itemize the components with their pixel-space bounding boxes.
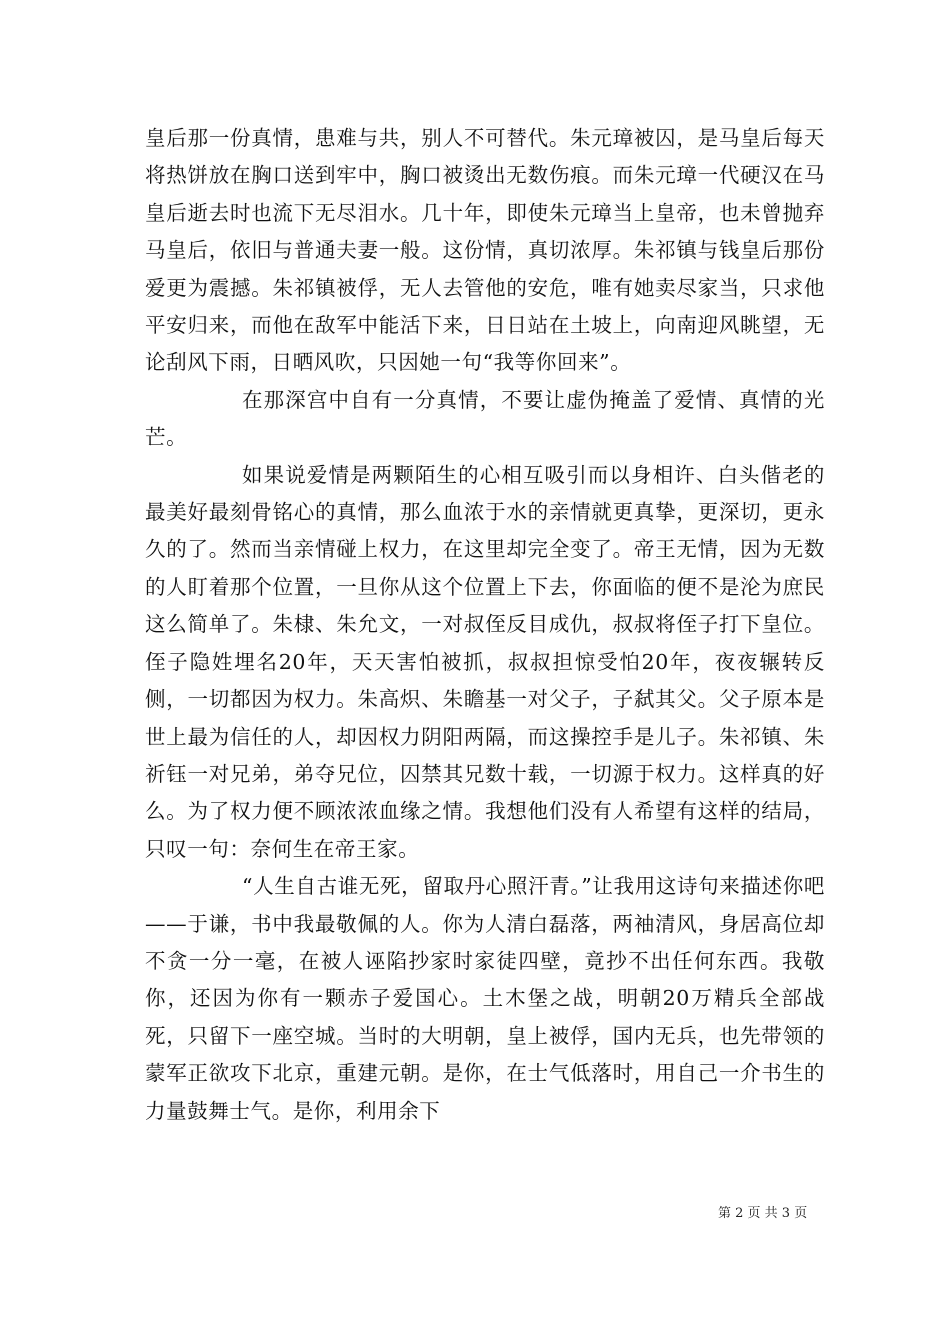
paragraph-2: 在那深宫中自有一分真情，不要让虚伪掩盖了爱情、真情的光芒。 — [145, 387, 825, 450]
page-number-footer: 第 2 页 共 3 页 — [718, 1206, 808, 1221]
body-text — [145, 120, 825, 1130]
paragraph-1: 皇后那一份真情，患难与共，别人不可替代。朱元璋被囚，是马皇后每天将热饼放在胸口送到牢中，胸口被烫出无数伤痕。而朱元璋一代硬汉在马皇后逝去时也流下无尽泪水。几十年，即使朱元璋当上皇帝，也未曾抛弃马皇后，依旧与普通夫妻一般。这份情，真切浓厚。朱祁镇与钱皇后那份爱更为震撼。朱祁镇被俘，无人去管他的安危，唯有她卖尽家当，只求他平安归来，而他在敌军中能活下来，日日站在土坡上，向南迎风眺望，无论刮风下雨，日晒风吹，只因她一句“我等你回来”。 — [145, 126, 825, 375]
paragraph-4: “人生自古谁无死，留取丹心照汗青。”让我用这诗句来描述你吧——于谦，书中我最敬佩的人。你为人清白磊落，两袖清风，身居高位却不贪一分一毫，在被人诬陷抄家时家徒四壁，竟抄不出任何东西。我敬你，还因为你有一颗赤子爱国心。土木堡之战，明朝20万精兵全部战死，只留下一座空城。当时的大明朝，皇上被俘，国内无兵，也先带领的蒙军正欲攻下北京，重建元朝。是你，在士气低落时，用自己一介书生的力量鼓舞士气。是你，利用余下 — [145, 874, 825, 1123]
paragraph-3: 如果说爱情是两颗陌生的心相互吸引而以身相许、白头偕老的最美好最刻骨铭心的真情，那么血浓于水的亲情就更真挚，更深切，更永久的了。然而当亲情碰上权力，在这里却完全变了。帝王无情，因为无数的人盯着那个位置，一旦你从这个位置上下去，你面临的便不是沦为庶民这么简单了。朱棣、朱允文，一对叔侄反目成仇，叔叔将侄子打下皇位。侄子隐姓埋名20年，天天害怕被抓，叔叔担惊受怕20年，夜夜辗转反侧，一切都因为权力。朱高炽、朱瞻基一对父子，子弑其父。父子原本是世上最为信任的人，却因权力阴阳两隔，而这操控手是儿子。朱祁镇、朱祈钰一对兄弟，弟夺兄位，囚禁其兄数十载，一切源于权力。这样真的好么。为了权力便不顾浓浓血缘之情。我想他们没有人希望有这样的结局，只叹一句：奈何生在帝王家。 — [145, 462, 825, 861]
